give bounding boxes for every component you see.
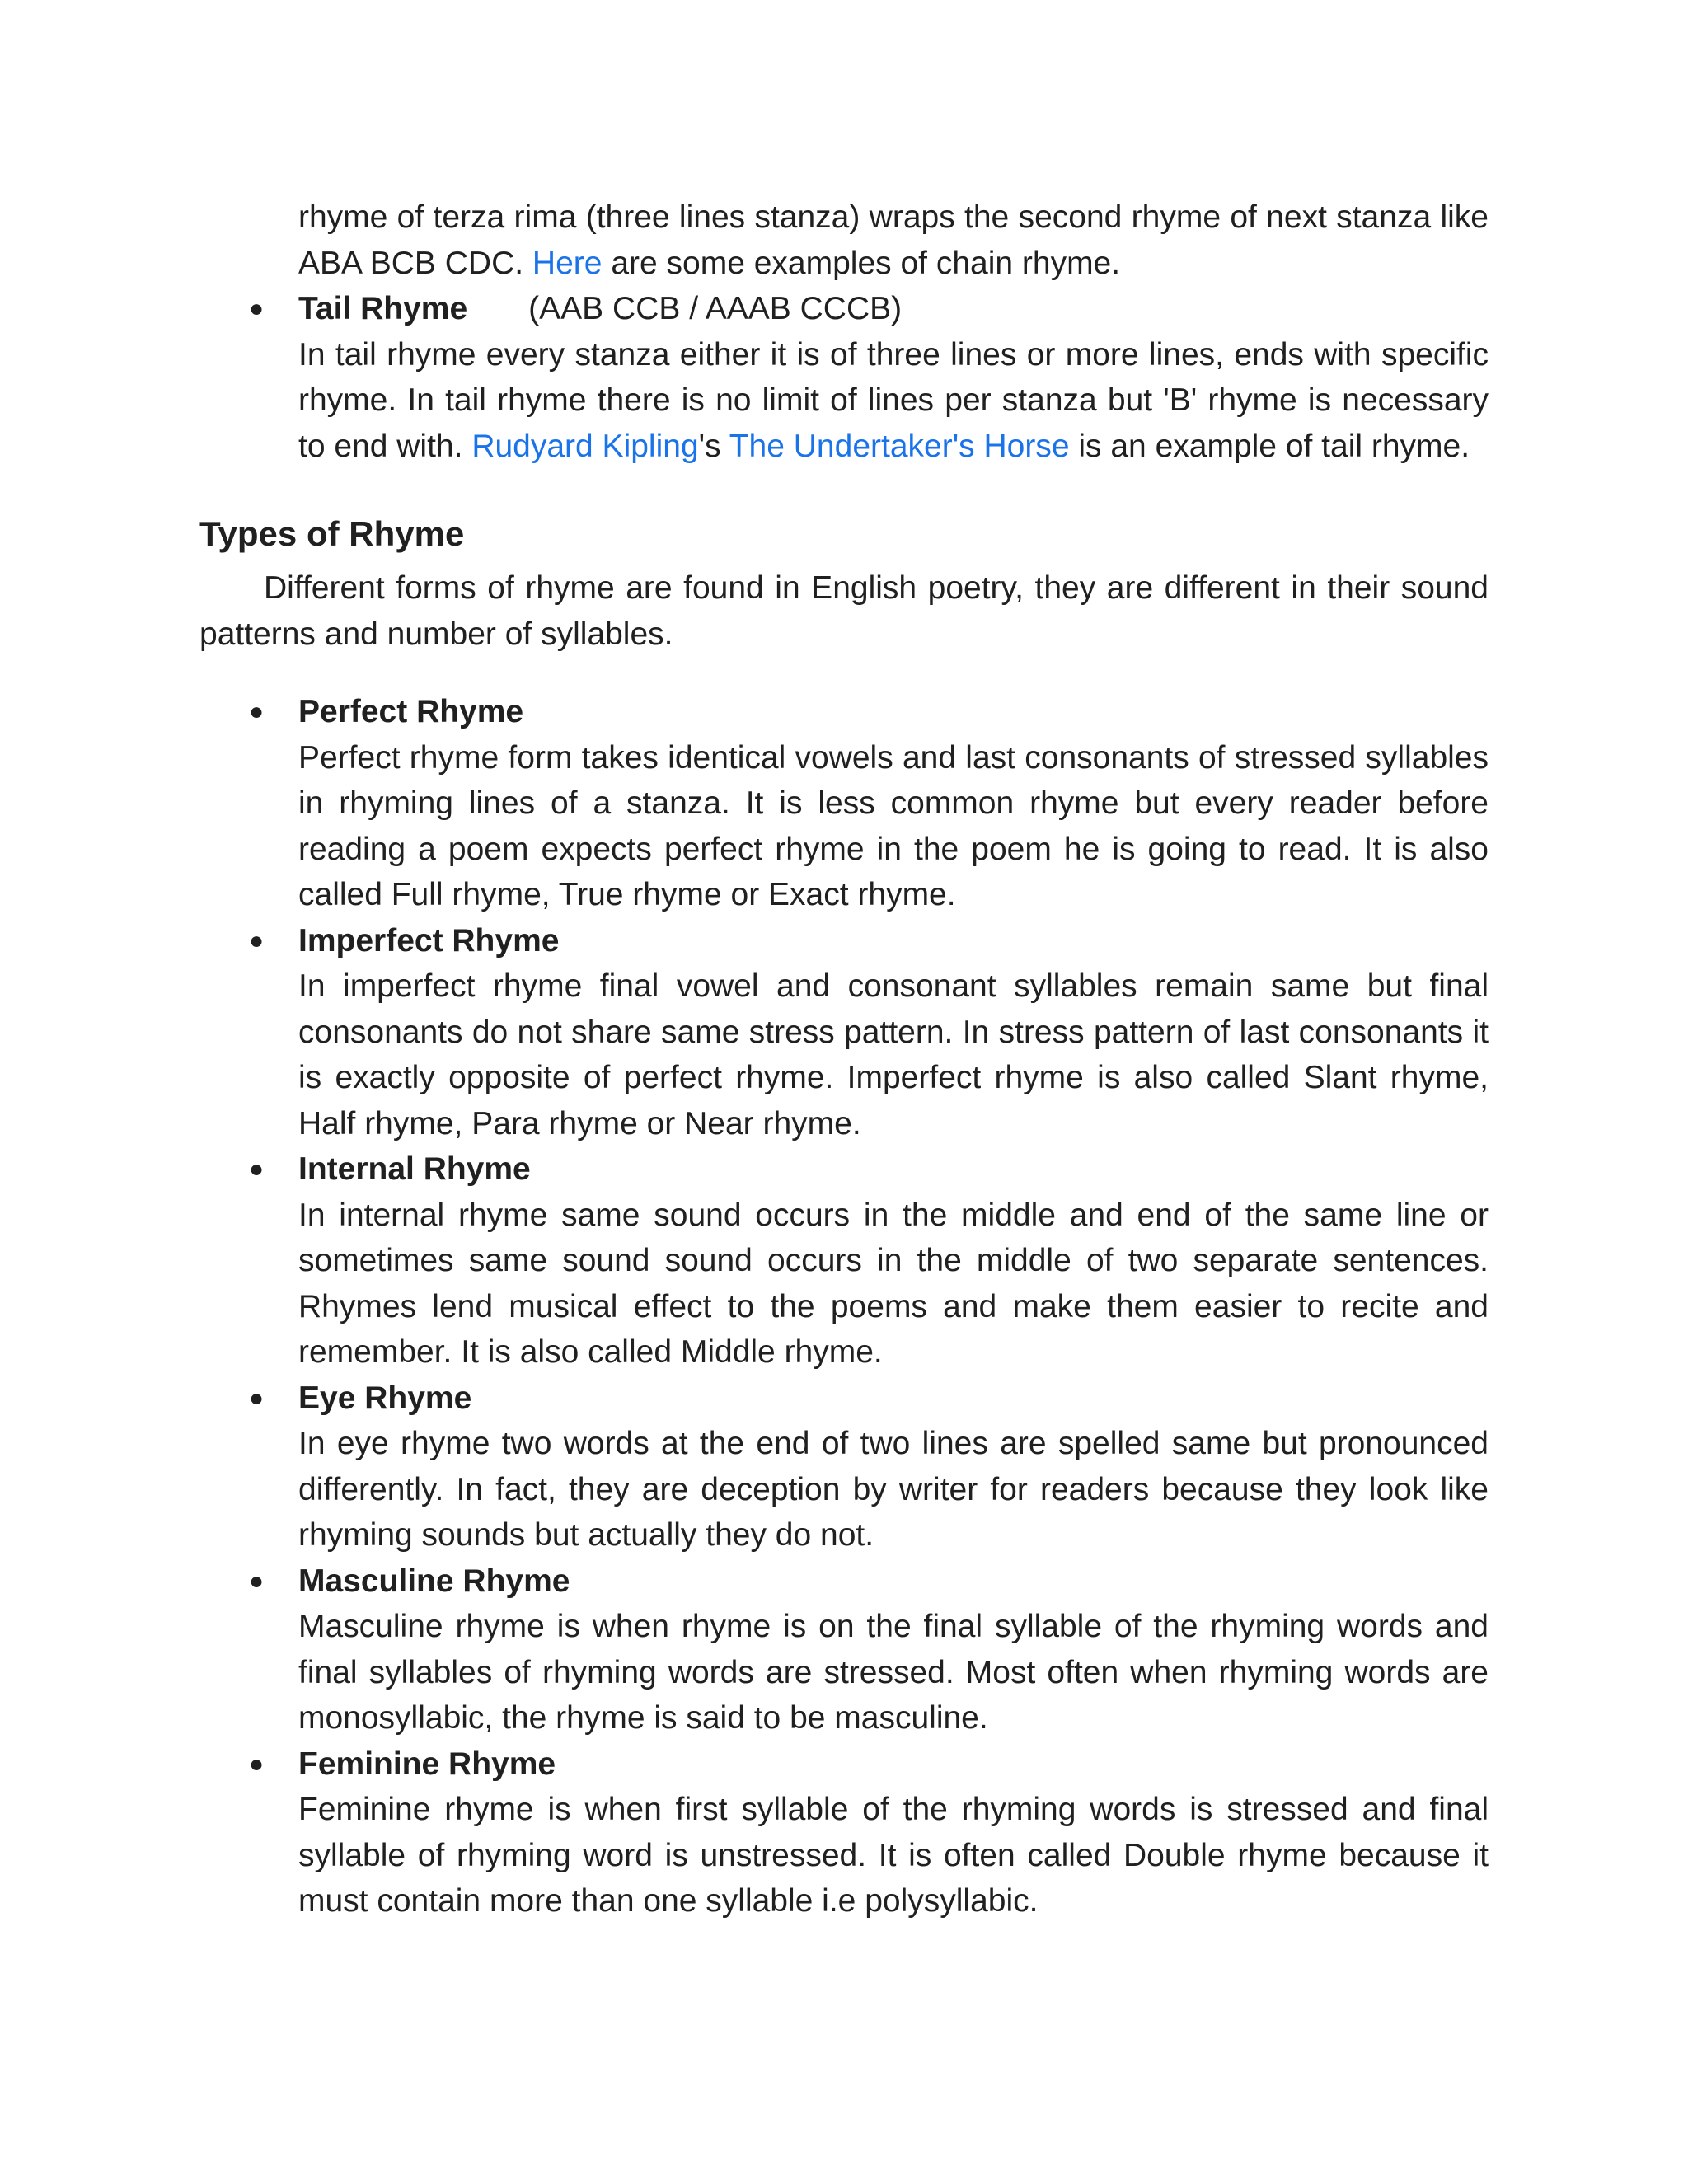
spacer <box>199 657 1489 689</box>
tail-rhyme-title: Tail Rhyme <box>298 291 468 326</box>
list-item-title: Eye Rhyme <box>298 1380 472 1416</box>
chain-rhyme-line-2: like ABA BCB CDC. <box>298 199 1489 281</box>
chain-rhyme-line-2-end: are some examples of chain rhyme. <box>611 245 1121 281</box>
bullet-icon: ● <box>249 698 265 725</box>
bullet-icon: ● <box>249 1567 265 1595</box>
list-item-body: Perfect rhyme form takes identical vowels and last consonants of stressed syllables in rhyming lines of a stanza. It is less common rhyme but every reader before reading a poem expects perfect rhyme in the poem he is going to read. It is also called Full rhyme, True rhyme or Exact rhyme. <box>298 739 1489 912</box>
bullet-icon: ● <box>249 1155 265 1183</box>
section-intro: Different forms of rhyme are found in English poetry, they are different in their sound patterns and number of syllables. <box>199 570 1489 652</box>
list-item-internal-rhyme <box>199 1146 1489 1376</box>
list-item-eye-rhyme <box>199 1376 1489 1558</box>
list-item-body: In imperfect rhyme final vowel and consonant syllables remain same but final consonants do not share same stress pattern. In stress pattern of last consonants it is exactly opposite of perfect rhyme. Imperfect rhyme is also called Slant rhyme, Half rhyme, Para rhyme or Near rhyme. <box>298 968 1489 1141</box>
rhyme-types-list <box>199 689 1489 1924</box>
bullet-icon: ● <box>249 926 265 954</box>
tail-rhyme-scheme: (AAB CCB / AAAB CCCB) <box>528 291 903 326</box>
possessive-text: 's <box>698 428 721 464</box>
list-item-masculine-rhyme <box>199 1558 1489 1741</box>
list-item-title: Feminine Rhyme <box>298 1746 556 1782</box>
chain-rhyme-line-1: rhyme of terza rima (three lines stanza) wraps the second rhyme of next stanza <box>298 199 1432 235</box>
list-item-title: Imperfect Rhyme <box>298 922 560 958</box>
list-item-body: Masculine rhyme is when rhyme is on the final syllable of the rhyming words and final syllables of rhyming words are stressed. Most often when rhyming words are monosyllabic, the rhyme is said to be masculine. <box>298 1609 1489 1736</box>
bullet-icon: ● <box>249 1750 265 1778</box>
list-item-body: Feminine rhyme is when first syllable of the rhyming words is stressed and final syllable of rhyming word is unstressed. It is often called Double rhyme because it must contain more than one syllable i.e polysyllabic. <box>298 1792 1489 1919</box>
undertakers-horse-link[interactable]: The Undertaker's Horse <box>729 428 1070 464</box>
bullet-icon: ● <box>249 1384 265 1412</box>
rudyard-kipling-link[interactable]: Rudyard Kipling <box>471 428 699 464</box>
list-item-tail-rhyme <box>199 286 1489 469</box>
list-item-imperfect-rhyme <box>199 918 1489 1147</box>
tail-rhyme-text-end: is an example of tail rhyme. <box>1078 428 1470 464</box>
tail-rhyme-text: In tail rhyme every stanza either it is of three lines or more lines, ends with specific rhyme. In tail rhyme there is no limit of lines per stanza but 'B' rhyme is necessary to end with. <box>298 336 1489 464</box>
list-item-perfect-rhyme <box>199 689 1489 918</box>
chain-rhyme-continuation <box>199 194 1489 286</box>
tail-rhyme-header <box>298 286 1489 332</box>
here-link[interactable]: Here <box>532 245 603 281</box>
bullet-icon: ● <box>249 295 265 322</box>
list-item-feminine-rhyme <box>199 1741 1489 1924</box>
section-heading: Types of Rhyme <box>199 514 465 553</box>
document-page <box>199 194 1489 1924</box>
list-item-body: In internal rhyme same sound occurs in the middle and end of the same line or sometimes same sound sound occurs in the middle of two separate sentences. Rhymes lend musical effect to the poems and make them easier to recite and remember. It is also called Middle rhyme. <box>298 1197 1489 1370</box>
list-item-title: Internal Rhyme <box>298 1151 531 1187</box>
tail-rhyme-body <box>298 332 1489 470</box>
list-item-title: Perfect Rhyme <box>298 694 524 729</box>
list-item-body: In eye rhyme two words at the end of two lines are spelled same but pronounced differently. In fact, they are deception by writer for readers because they look like rhyming sounds but actually they do not. <box>298 1426 1489 1553</box>
list-item-title: Masculine Rhyme <box>298 1563 570 1599</box>
